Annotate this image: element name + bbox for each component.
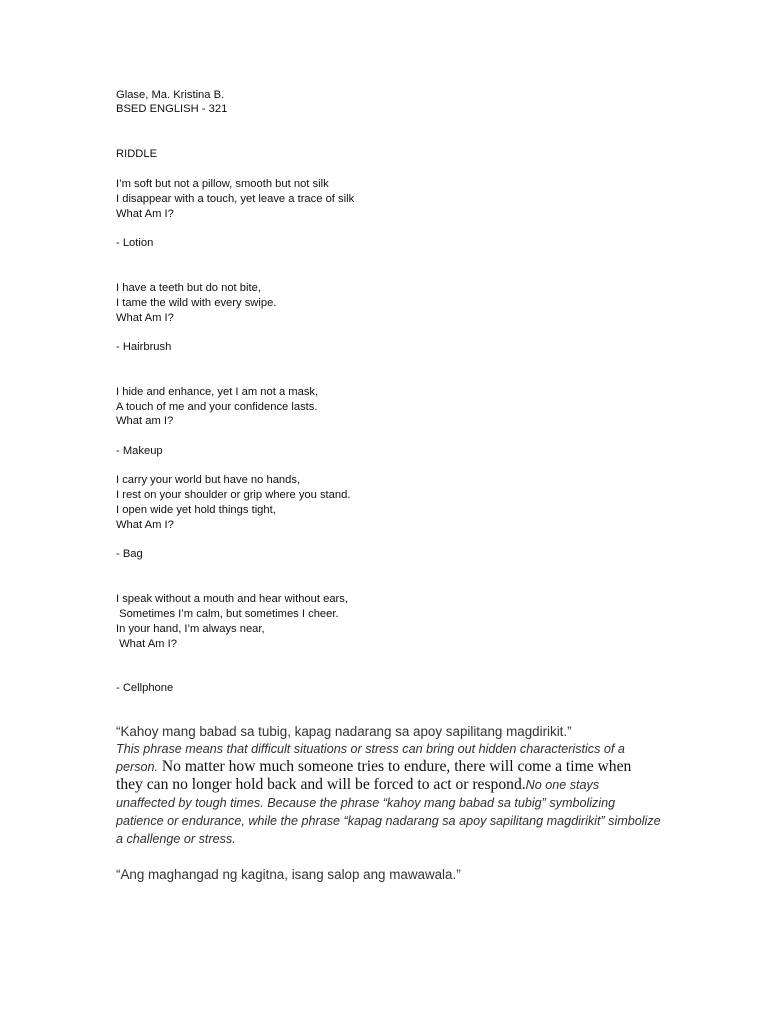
riddle-1-answer: - Lotion — [116, 237, 154, 249]
riddle-5-line-4: What Am I? — [116, 638, 177, 650]
proverb-explanation — [116, 740, 661, 848]
riddle-3-line-1: I hide and enhance, yet I am not a mask, — [116, 386, 319, 398]
riddle-4-answer: - Bag — [116, 548, 143, 560]
riddle-2-answer: - Hairbrush — [116, 341, 172, 353]
riddle-5-answer: - Cellphone — [116, 682, 174, 694]
riddle-3-answer: - Makeup — [116, 445, 163, 457]
riddle-3-line-2: A touch of me and your confidence lasts. — [116, 401, 318, 413]
riddle-5-line-1: I speak without a mouth and hear without ears, — [116, 593, 348, 605]
riddle-4-line-2: I rest on your shoulder or grip where you stand. — [116, 489, 351, 501]
riddle-4-line-1: I carry your world but have no hands, — [116, 474, 301, 486]
riddle-4-line-4: What Am I? — [116, 519, 174, 531]
riddle-2-line-1: I have a teeth but do not bite, — [116, 282, 261, 294]
riddle-3-line-3: What am I? — [116, 415, 174, 427]
riddle-4-line-3: I open wide yet hold things tight, — [116, 504, 276, 516]
riddle-5-line-3: In your hand, I’m always near, — [116, 623, 265, 635]
proverb-quote-1: “Kahoy mang babad sa tubig, kapag nadarang sa apoy sapilitang magdirikit.” — [116, 724, 572, 739]
explanation-italic-2: No one stays unaffected by tough times. Because the phrase “kahoy mang babad sa tubig” symbolizing patience or endurance, while the phrase “kapag nadarang sa apoy sapilitang magdirikit” simbolize a challenge or stress. — [116, 778, 661, 846]
riddle-1-line-2: I disappear with a touch, yet leave a trace of silk — [116, 193, 355, 205]
proverb-quote-2: “Ang maghangad ng kagitna, isang salop ang mawawala.” — [116, 867, 461, 882]
course-label: BSED ENGLISH - 321 — [116, 103, 228, 115]
riddle-5-line-2: Sometimes I’m calm, but sometimes I cheer. — [116, 608, 339, 620]
explanation-italic-1: This phrase means that difficult situations or stress can bring out hidden characteristics of a person. — [116, 742, 625, 774]
riddle-1-line-3: What Am I? — [116, 208, 174, 220]
riddle-2-line-3: What Am I? — [116, 312, 174, 324]
riddle-1-line-1: I’m soft but not a pillow, smooth but not silk — [116, 178, 329, 190]
section-title: RIDDLE — [116, 148, 158, 160]
author-name: Glase, Ma. Kristina B. — [116, 89, 225, 101]
explanation-serif: No matter how much someone tries to endure, there will come a time when they can no longer hold back and will be forced to act or respond. — [116, 758, 632, 793]
riddle-2-line-2: I tame the wild with every swipe. — [116, 297, 277, 309]
